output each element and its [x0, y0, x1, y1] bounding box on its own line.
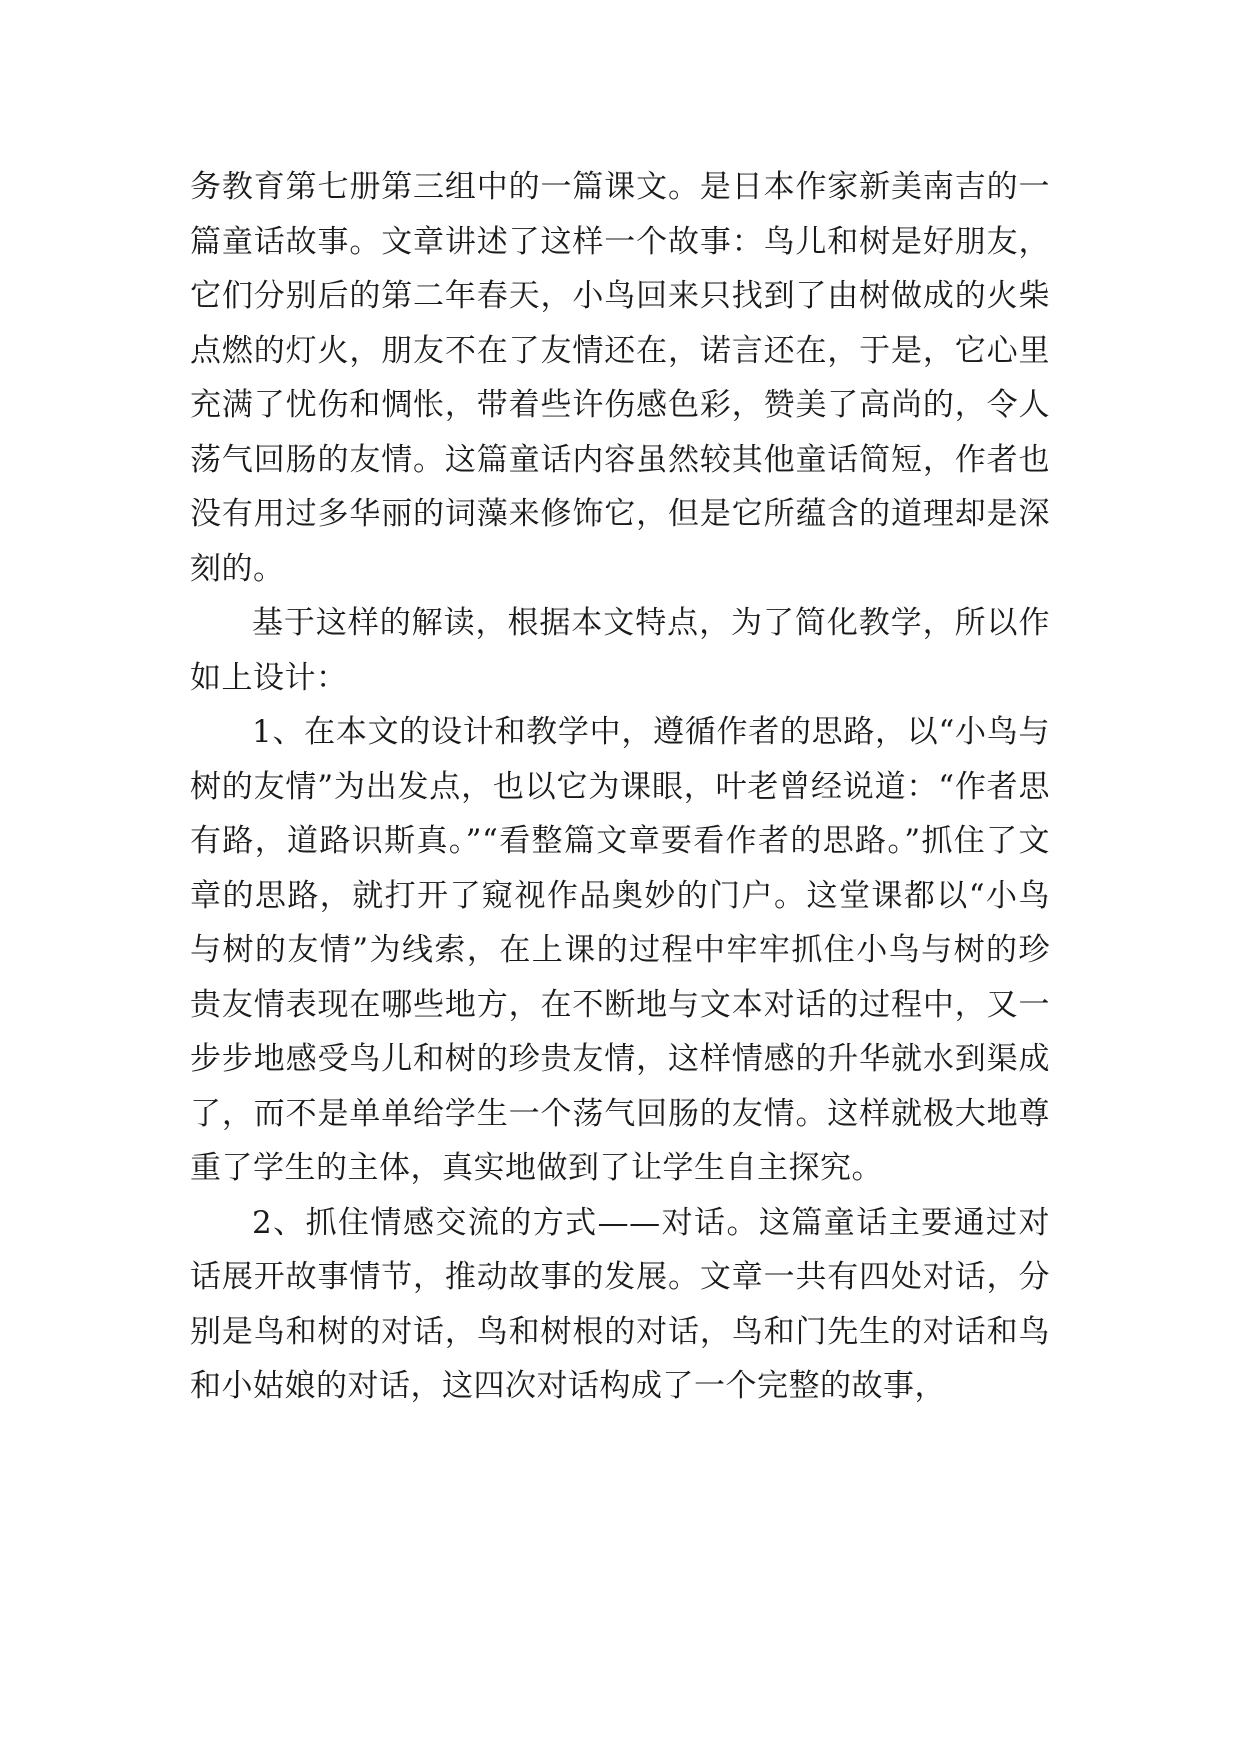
paragraph-design-basis: 基于这样的解读，根据本文特点，为了简化教学，所以作如上设计： — [190, 605, 1050, 696]
paragraph-intro: 务教育第七册第三组中的一篇课文。是日本作家新美南吉的一篇童话故事。文章讲述了这样一个故事：鸟儿和树是好朋友，它们分别后的第二年春天，小鸟回来只找到了由树做成的火柴点燃的灯火，朋友不在了友情还在，诺言还在，于是，它心里充满了忧伤和惆怅，带着些许伤感色彩，赞美了高尚的，令人荡气回肠的友情。这篇童话内容虽然较其他童话简短，作者也没有用过多华丽的词藻来修饰它，但是它所蕴含的道理却是深刻的。 — [190, 169, 1050, 587]
paragraph-point-1: 1、在本文的设计和教学中，遵循作者的思路，以“小鸟与树的友情”为出发点，也以它为课眼，叶老曾经说道：“作者思有路，道路识斯真。”“看整篇文章要看作者的思路。”抓住了文章的思路，就打开了窥视作品奥妙的门户。这堂课都以“小鸟与树的友情”为线索，在上课的过程中牢牢抓住小鸟与树的珍贵友情表现在哪些地方，在不断地与文本对话的过程中，又一步步地感受鸟儿和树的珍贵友情，这样情感的升华就水到渠成了，而不是单单给学生一个荡气回肠的友情。这样就极大地尊重了学生的主体，真实地做到了让学生自主探究。 — [190, 714, 1050, 1186]
paragraph-point-2: 2、抓住情感交流的方式——对话。这篇童话主要通过对话展开故事情节，推动故事的发展。文章一共有四处对话，分别是鸟和树的对话，鸟和树根的对话，鸟和门先生的对话和鸟和小姑娘的对话，这四次对话构成了一个完整的故事， — [190, 1204, 1050, 1404]
body-text — [190, 160, 1050, 1414]
